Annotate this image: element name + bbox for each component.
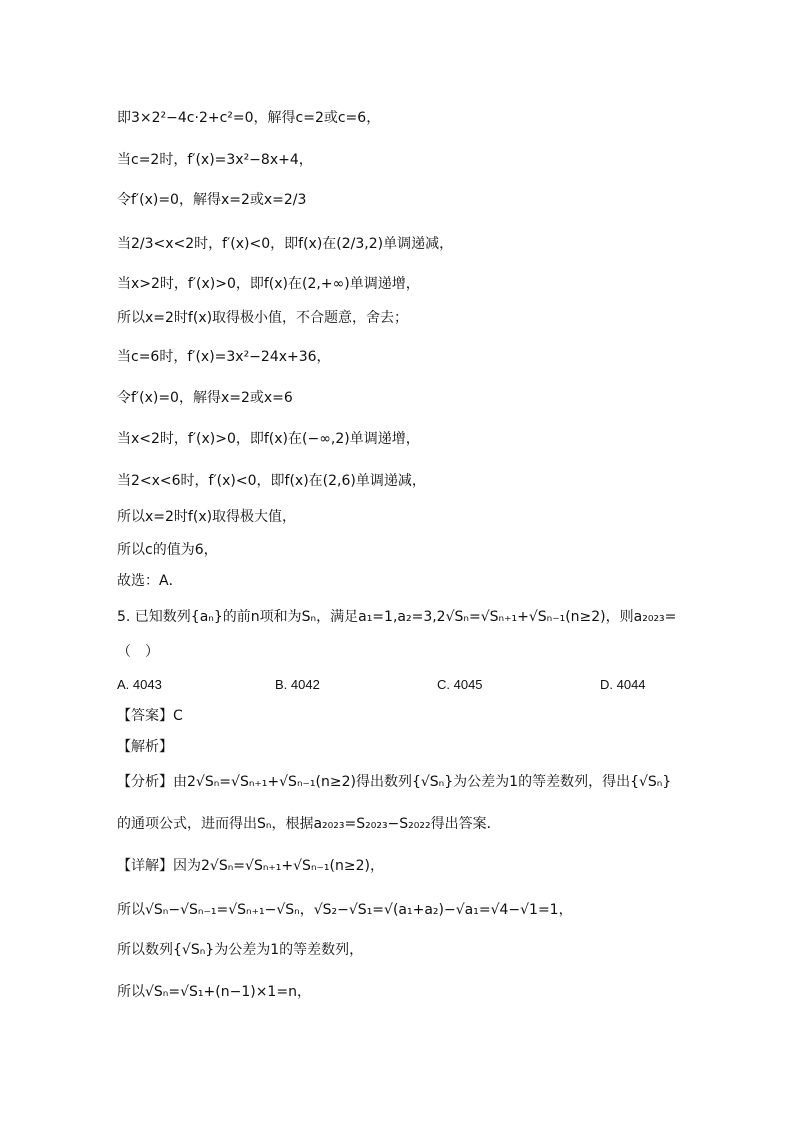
text-line: 当x>2时，f′(x)>0，即f(x)在(2,+∞)单调递增， [117, 276, 420, 292]
text-line: 令f′(x)=0，解得x=2或x=2/3 [117, 192, 307, 208]
option-a[interactable]: A. 4043 [117, 677, 162, 692]
text-line: 令f′(x)=0，解得x=2或x=6 [117, 390, 293, 406]
text-line: 当2<x<6时，f′(x)<0，即f(x)在(2,6)单调递减， [117, 473, 426, 489]
text-line: 即3×2²−4c·2+c²=0，解得c=2或c=6， [117, 110, 381, 126]
analysis-line: 所以数列{√Sₙ}为公差为1的等差数列， [117, 942, 364, 958]
analysis-line: 【详解】因为2√Sₙ=√Sₙ₊₁+√Sₙ₋₁(n≥2)， [117, 858, 384, 874]
text-line: 所以c的值为6， [117, 542, 218, 558]
text-line: 当c=6时，f′(x)=3x²−24x+36， [117, 349, 331, 365]
option-d[interactable]: D. 4044 [600, 677, 646, 692]
analysis-header: 【解析】 [117, 739, 173, 755]
analysis-line: 的通项公式，进而得出Sₙ，根据a₂₀₂₃=S₂₀₂₃−S₂₀₂₂得出答案． [117, 816, 501, 832]
text-line: 当2/3<x<2时，f′(x)<0，即f(x)在(2/3,2)单调递减， [117, 236, 454, 252]
text-line: 故选：A． [117, 573, 183, 589]
text-line: 所以x=2时f(x)取得极大值， [117, 509, 297, 525]
analysis-line: 【分析】由2√Sₙ=√Sₙ₊₁+√Sₙ₋₁(n≥2)得出数列{√Sₙ}为公差为1的等差数列，得出{√Sₙ} [117, 774, 672, 790]
question-stem: 5. 已知数列{aₙ}的前n项和为Sₙ，满足a₁=1,a₂=3,2√Sₙ=√Sₙ₊₁+√Sₙ₋₁(n≥2)，则a₂₀₂₃= [117, 609, 677, 625]
option-c[interactable]: C. 4045 [437, 677, 483, 692]
analysis-line: 所以√Sₙ=√S₁+(n−1)×1=n， [117, 984, 311, 1000]
text-line: 所以x=2时f(x)取得极小值，不合题意，舍去； [117, 310, 409, 326]
question-bracket: （ ） [117, 644, 159, 660]
text-line: 当c=2时，f′(x)=3x²−8x+4， [117, 152, 313, 168]
answer-label: 【答案】C [117, 708, 183, 724]
analysis-line: 所以√Sₙ−√Sₙ₋₁=√Sₙ₊₁−√Sₙ，√S₂−√S₁=√(a₁+a₂)−√a₁=√4−√1=1， [117, 902, 573, 918]
option-b[interactable]: B. 4042 [275, 677, 320, 692]
answer-options [117, 677, 677, 697]
text-line: 当x<2时，f′(x)>0，即f(x)在(−∞,2)单调递增， [117, 431, 420, 447]
